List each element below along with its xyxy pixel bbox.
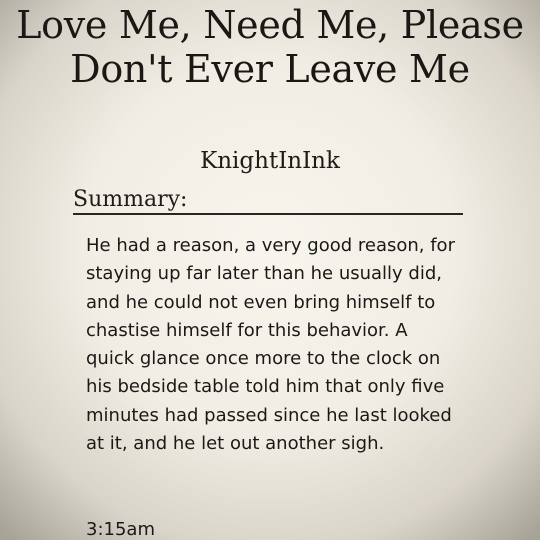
author-name: KnightInInk — [200, 148, 340, 174]
summary-heading: Summary: — [73, 186, 463, 215]
summary-timestamp: 3:15am — [86, 519, 155, 540]
summary-text: He had a reason, a very good reason, for staying up far later than he usually did, and he could not even bring himself to chastise himself for this behavior. A quick glance once more to the clock on his bedside table told him that only five minutes had passed since he last looked at it, and he let out another sigh. — [86, 235, 455, 455]
story-title: Love Me, Need Me, Please Don't Ever Leave Me — [16, 3, 524, 91]
